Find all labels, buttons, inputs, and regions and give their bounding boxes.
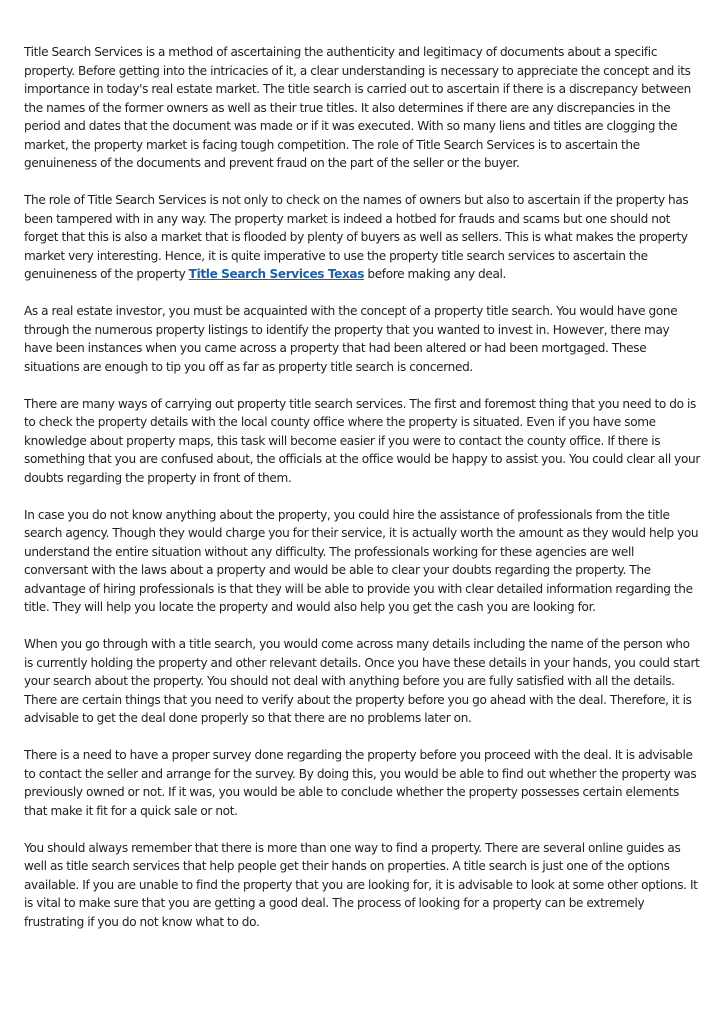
paragraph-2-text-before: The role of Title Search Services is not only to check on the names of owners but also to ascertain if the property has been tampered with in any way. The property market is indeed a hotbed for frauds and scams but one should not forget that this is also a market that is flooded by plenty of buyers as well as sellers. This is what makes the property market very interesting. Hence, it is quite imperative to use the property title search services to ascertain the genuineness of the property: [24, 193, 689, 281]
paragraph-4: There are many ways of carrying out property title search services. The first and foremost thing that you need to do is to check the property details with the local county office where the property is situated. Even if you have some knowledge about property maps, this task will become easier if you were to contact the county office. If there is something that you are confused about, the officials at the office would be happy to assist you. You could clear all your doubts regarding the property in front of them.: [24, 396, 700, 485]
paragraph-7: There is a need to have a proper survey done regarding the property before you proceed with the deal. It is advisable to contact the seller and arrange for the survey. By doing this, you would be able to find out whether the property was previously owned or not. If it was, you would be able to conclude whether the property possesses certain elements that make it fit for a quick sale or not.: [24, 748, 697, 818]
paragraph-3: As a real estate investor, you must be acquainted with the concept of a property title search. You would have gone through the numerous property listings to identify the property that you wanted to invest in. However, there may have been instances when you came across a property that had been altered or had been mortgaged. These situations are enough to tip you off as far as property title search is concerned.: [24, 304, 678, 374]
article: [24, 43, 700, 950]
title-search-services-texas-link[interactable]: Title Search Services Texas: [188, 267, 365, 281]
paragraph-1: Title Search Services is a method of ascertaining the authenticity and legitimacy of documents about a specific property. Before getting into the intricacies of it, a clear understanding is necessary to appreciate the concept and its importance in today's real estate market. The title search is carried out to ascertain if there is a discrepancy between the names of the former owners as well as their true titles. It also determines if there are any discrepancies in the period and dates that the document was made or if it was executed. With so many liens and titles are clogging the market, the property market is facing tough competition. The role of Title Search Services is to ascertain the genuineness of the documents and prevent fraud on the part of the seller or the buyer.: [24, 45, 691, 170]
paragraph-5: In case you do not know anything about the property, you could hire the assistance of professionals from the title search agency. Though they would charge you for their service, it is actually worth the amount as they would help you understand the entire situation without any difficulty. The professionals working for these agencies are well conversant with the laws about a property and would be able to clear your doubts regarding the property. The advantage of hiring professionals is that they will be able to provide you with clear detailed information regarding the title. They will help you locate the property and would also help you get the cash you are looking for.: [24, 507, 699, 614]
paragraph-8: You should always remember that there is more than one way to find a property. There are several online guides as well as title search services that help people get their hands on properties. A title search is just one of the options available. If you are unable to find the property that you are looking for, it is advisable to look at some other options. It is vital to make sure that you are getting a good deal. The process of looking for a property can be extremely frustrating if you do not know what to do.: [24, 840, 698, 929]
paragraph-6: When you go through with a title search, you would come across many details including the name of the person who is currently holding the property and other relevant details. Once you have these details in your hands, you could start your search about the property. You should not deal with anything before you are fully satisfied with all the details. There are certain things that you need to verify about the property before you go ahead with the deal. Therefore, it is advisable to get the deal done properly so that there are no problems later on.: [24, 637, 700, 725]
paragraph-2: [24, 191, 700, 284]
paragraph-2-text-after: before making any deal.: [364, 267, 507, 281]
